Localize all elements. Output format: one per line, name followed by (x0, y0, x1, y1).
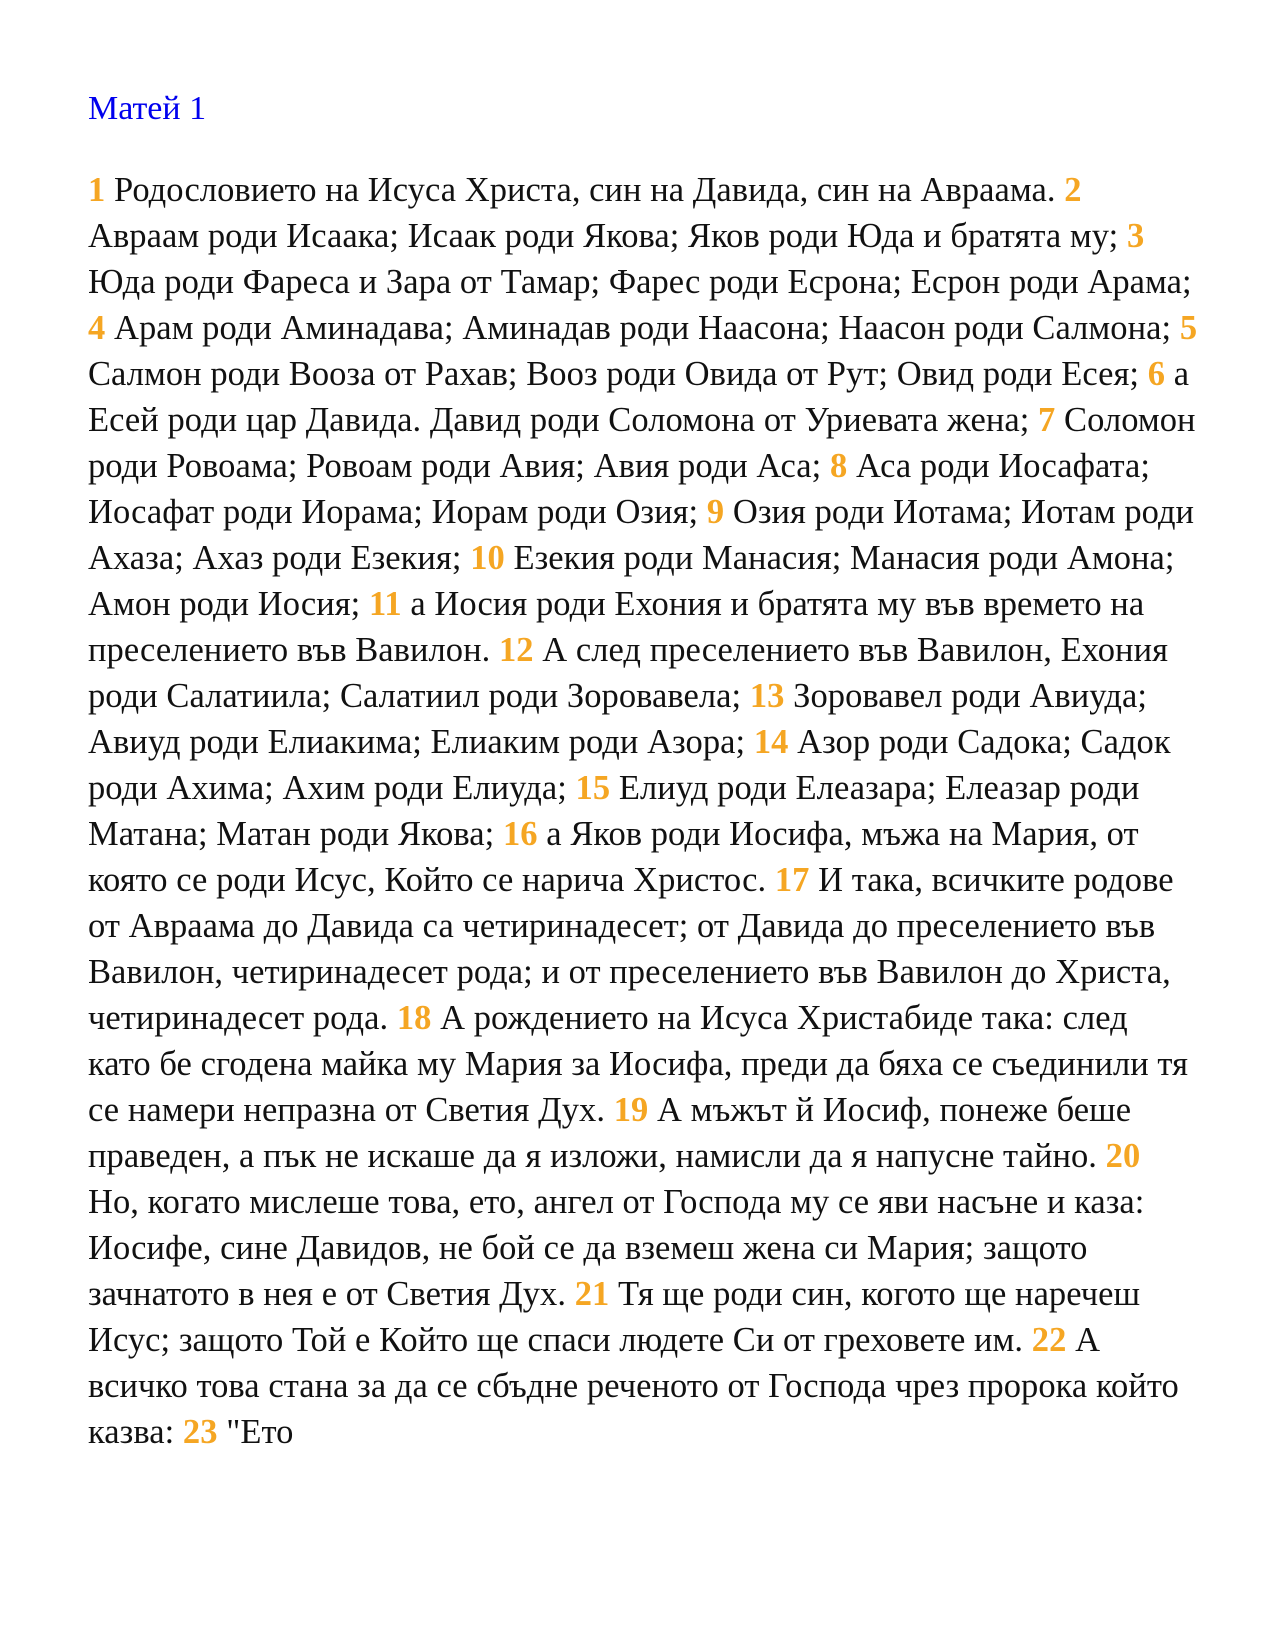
verse-number: 16 (502, 815, 538, 853)
verse-number: 5 (1179, 309, 1198, 347)
verse-number: 3 (1126, 217, 1145, 255)
verse-number: 1 (88, 171, 106, 209)
verse-text: Но, когато мислеше това, ето, ангел от Господа му се яви насъне и каза: Иосифе, сине Давидов, не бой се да вземеш жена си Мария; защото зачнатото в нея е от Светия Дух. (88, 1183, 1145, 1313)
verse-text: Зоровавел роди Авиуда; Авиуд роди Елиакима; Елиаким роди Азора; (88, 677, 1148, 761)
verse-number: 12 (498, 631, 534, 669)
chapter-title: Матей 1 (88, 90, 207, 127)
verse-number: 7 (1038, 401, 1056, 439)
verse-text: "Ето (226, 1413, 294, 1451)
verse-number: 9 (706, 493, 725, 531)
verse-number: 11 (368, 585, 402, 623)
verse-text: Арам роди Аминадава; Аминадав роди Наасона; Наасон роди Салмона; (114, 309, 1172, 347)
verse-text: Юда роди Фареса и Зара от Тамар; Фарес роди Есрона; Есрон роди Арама; (88, 263, 1192, 301)
verse-number: 19 (613, 1091, 649, 1129)
verse-number: 14 (753, 723, 789, 761)
verse-number: 20 (1105, 1137, 1141, 1175)
verse-text: Тя ще роди син, когото ще наречеш Исус; защото Той е Който ще спаси людете Си от греховете им. (88, 1275, 1141, 1359)
verse-text: Езекия роди Манасия; Манасия роди Амона; Амон роди Иосия; (88, 539, 1175, 623)
verse-text: а Иосия роди Ехония и братята му във времето на преселението във Вавилон. (88, 585, 1145, 669)
verse-number: 6 (1147, 355, 1166, 393)
verse-text: А мъжът й Иосиф, понеже беше праведен, а пък не искаше да я изложи, намисли да я напусне тайно. (88, 1091, 1132, 1175)
verse-number: 15 (575, 769, 611, 807)
verse-number: 4 (88, 309, 106, 347)
verse-number: 8 (830, 447, 848, 485)
verse-text: Соломон роди Ровоама; Ровоам роди Авия; Авия роди Аса; (88, 401, 1196, 485)
verse-text: а Яков роди Иосифа, мъжа на Мария, от която се роди Исус, Който се нарича Христос. (88, 815, 1139, 899)
verse-text: Елиуд роди Елеазара; Елеазар роди Матана; Матан роди Якова; (88, 769, 1140, 853)
verse-text: а Есей роди цар Давида. Давид роди Соломона от Уриевата жена; (88, 355, 1190, 439)
verse-text: Авраам роди Исаака; Исаак роди Якова; Яков роди Юда и братята му; (88, 217, 1119, 255)
verse-text: Салмон роди Вооза от Рахав; Вооз роди Овида от Рут; Овид роди Есея; (88, 355, 1140, 393)
verse-number: 18 (396, 999, 432, 1037)
verse-number: 22 (1031, 1321, 1067, 1359)
verse-text: Озия роди Иотама; Иотам роди Ахаза; Ахаз роди Езекия; (88, 493, 1195, 577)
chapter-text (88, 167, 1198, 1455)
verse-number: 2 (1064, 171, 1082, 209)
verse-number: 10 (470, 539, 505, 577)
verse-text: А всичко това стана за да се сбъдне реченото от Господа чрез пророка който казва: (88, 1321, 1179, 1451)
verse-number: 23 (182, 1413, 218, 1451)
verse-text: И така, всичките родове от Авраама до Давида са четиринадесет; от Давида до преселението във Вавилон, четиринадесет рода; и от преселението във Вавилон до Христа, четиринадесет рода. (88, 861, 1174, 1037)
verse-text: Азор роди Садока; Садок роди Ахима; Ахим роди Елиуда; (88, 723, 1171, 807)
verse-text: А след преселението във Вавилон, Ехония роди Салатиила; Салатиил роди Зоровавела; (88, 631, 1168, 715)
verse-text: Аса роди Иосафата; Иосафат роди Иорама; Иорам роди Озия; (88, 447, 1151, 531)
verse-number: 21 (574, 1275, 610, 1313)
verse-text: Родословието на Исуса Христа, син на Давида, син на Авраама. (114, 171, 1056, 209)
verse-number: 13 (749, 677, 785, 715)
verse-text: А рождението на Исуса Христабиде така: след като бе сгодена майка му Мария за Иосифа, преди да бяха се съединили тя се намери непразна от Светия Дух. (88, 999, 1189, 1129)
verse-number: 17 (774, 861, 810, 899)
